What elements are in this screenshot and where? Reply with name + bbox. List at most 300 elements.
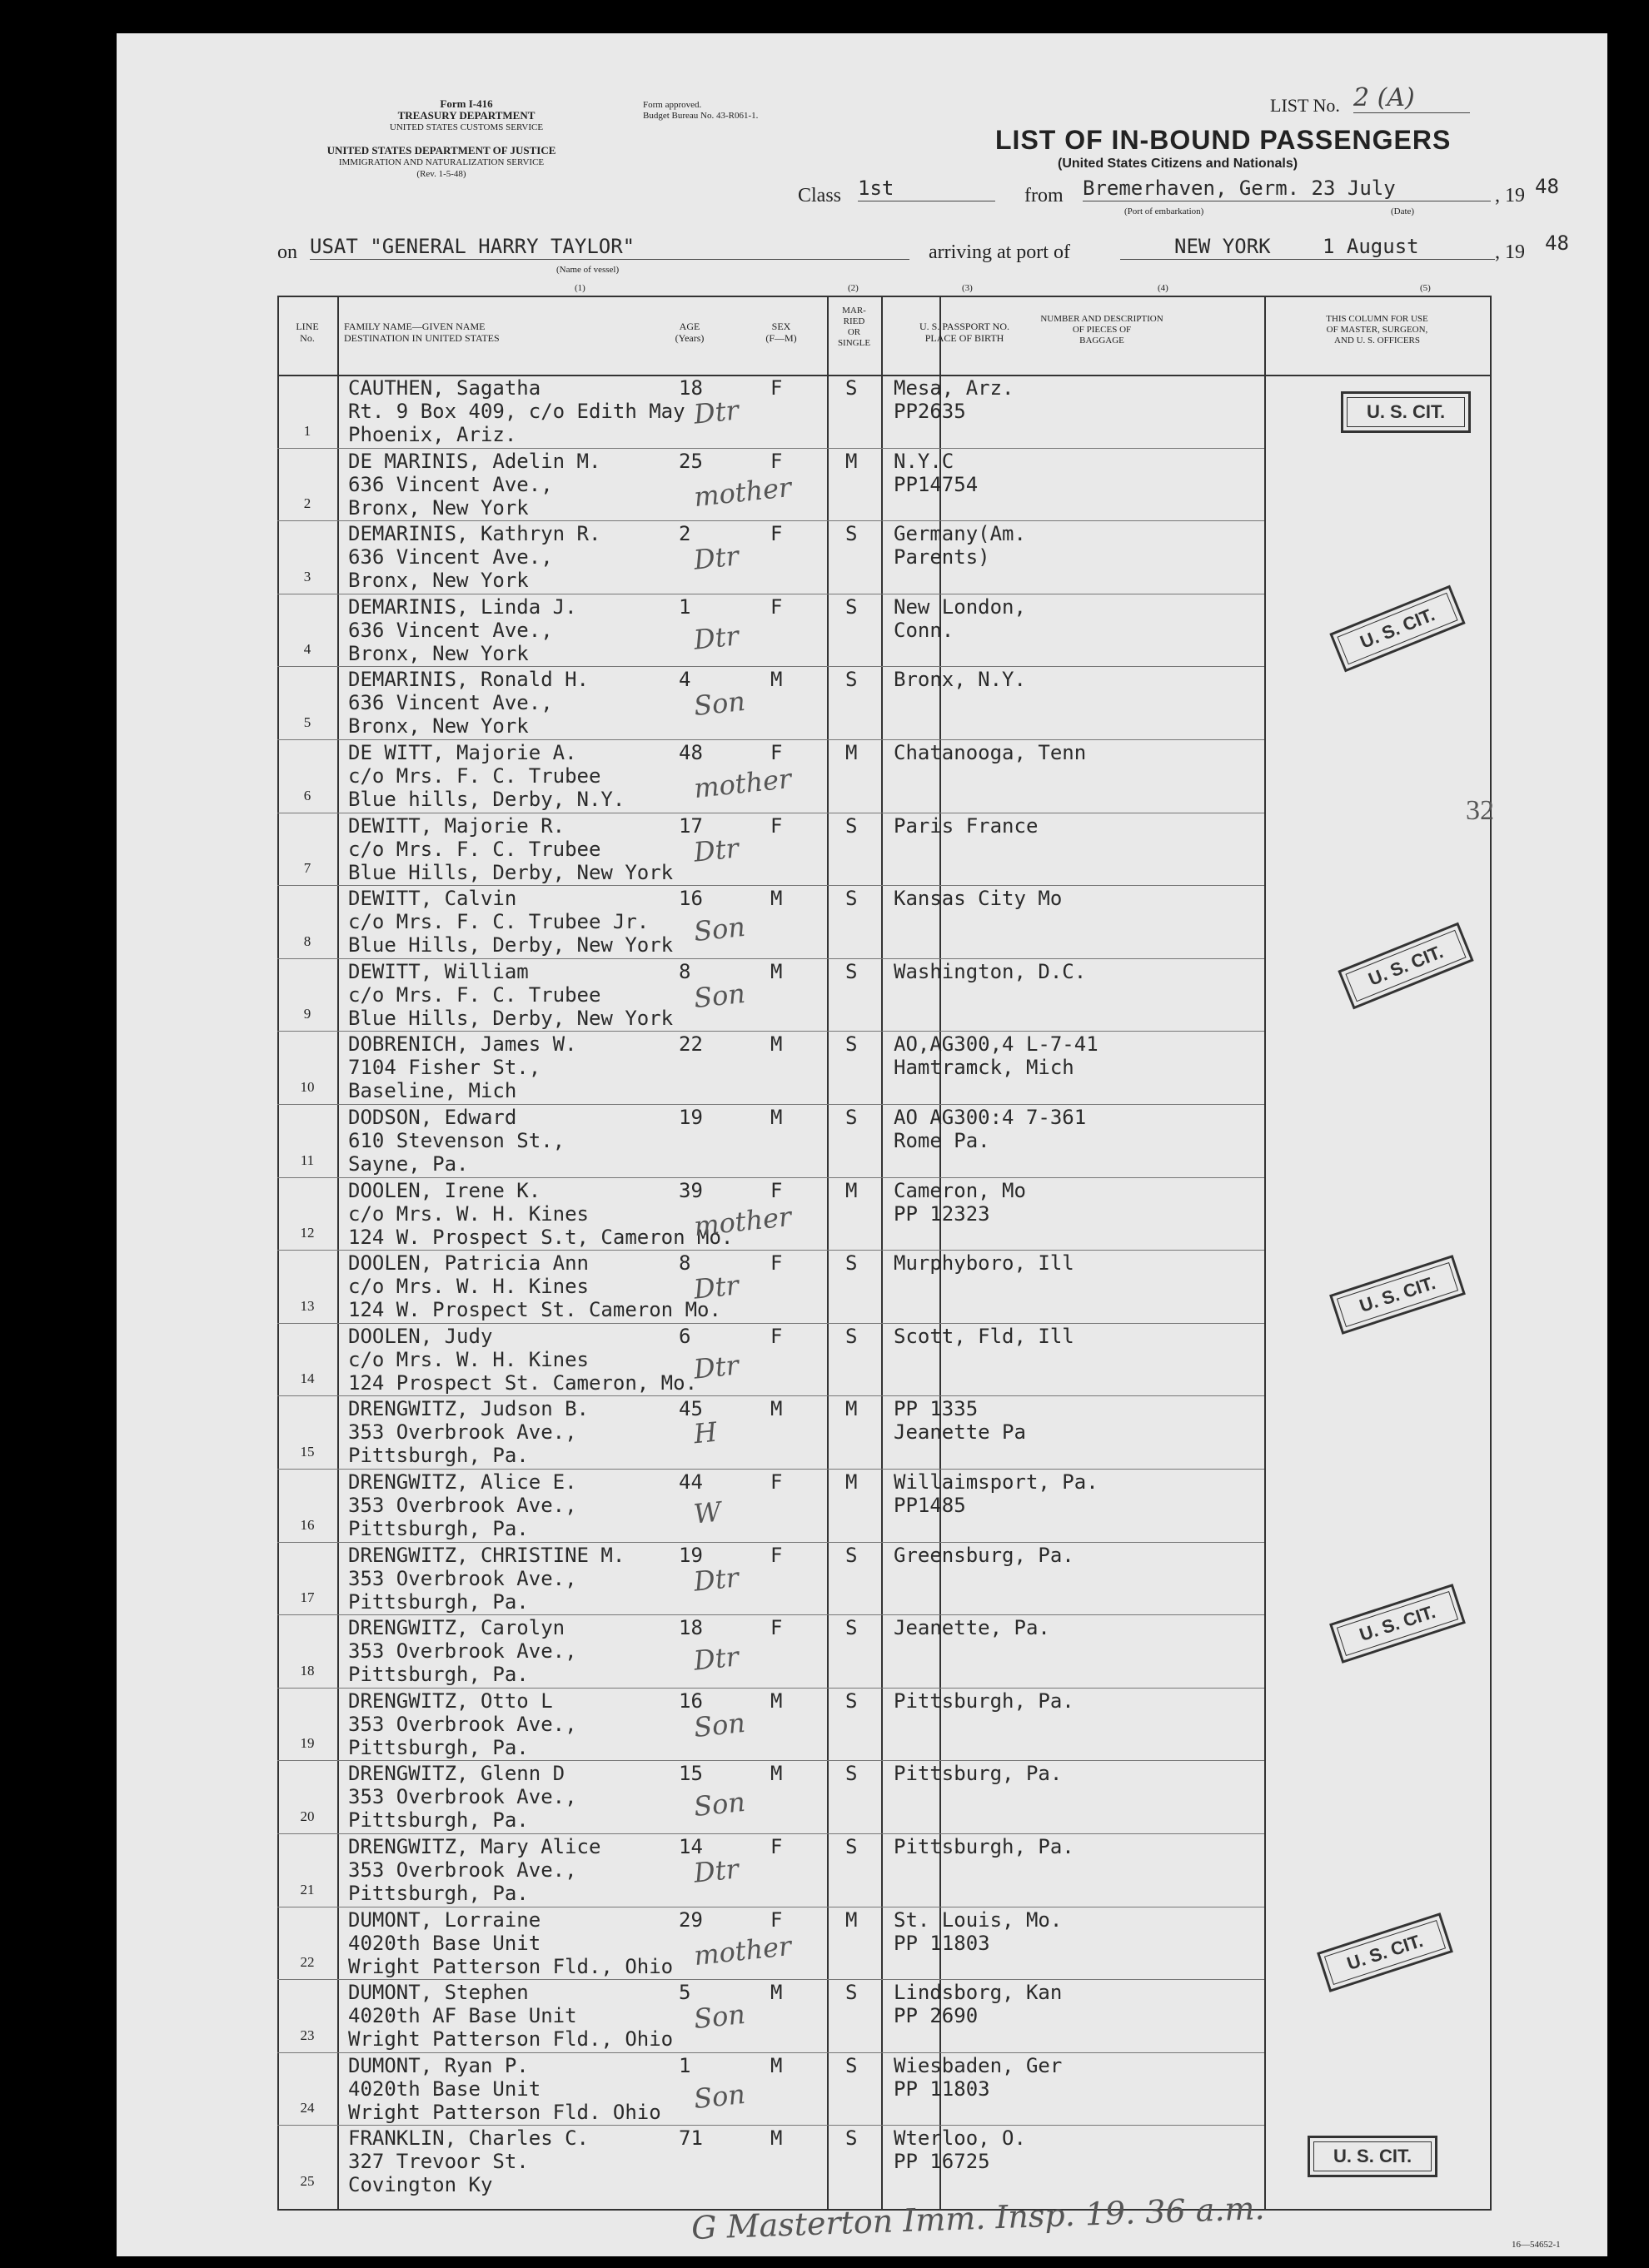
marital-status: S <box>845 1616 858 1640</box>
sex-value: F <box>770 522 783 546</box>
passenger-name: DUMONT, Stephen <box>348 1981 529 2005</box>
line-number: 13 <box>300 1297 315 1314</box>
birthplace-passport-1: Bronx, N.Y. <box>894 668 1026 692</box>
line-number: 18 <box>300 1662 315 1679</box>
relationship-handwritten: Son <box>692 685 747 723</box>
destination-line-1: 353 Overbrook Ave., <box>348 1639 577 1664</box>
year-prefix: , 19 <box>1495 185 1525 206</box>
footer-code: 16—54652-1 <box>1512 2240 1561 2250</box>
destination-line-2: Wright Patterson Fld., Ohio <box>348 1954 674 1978</box>
line-number: 2 <box>303 495 311 512</box>
destination-line-1: 353 Overbrook Ave., <box>348 1420 577 1445</box>
sex-value: F <box>770 1470 783 1494</box>
sex-value: M <box>770 1981 783 2005</box>
side-number: 32 <box>1466 795 1494 826</box>
destination-line-1: 353 Overbrook Ave., <box>348 1858 577 1882</box>
us-cit-stamp: U. S. CIT. <box>1329 1255 1466 1335</box>
passenger-name: DRENGWITZ, CHRISTINE M. <box>348 1543 625 1567</box>
us-cit-stamp: U. S. CIT. <box>1329 585 1465 673</box>
birthplace-passport-2: PP1485 <box>894 1494 966 1517</box>
relationship-handwritten: mother <box>692 470 793 513</box>
header-baggage: NUMBER AND DESCRIPTION OF PIECES OF BAGGAGE <box>1040 314 1163 346</box>
destination-line-1: 636 Vincent Ave., <box>348 691 553 715</box>
destination-line-2: Bronx, New York <box>348 714 529 739</box>
sex-value: M <box>770 1762 783 1786</box>
birthplace-passport-1: Chatanooga, Tenn <box>894 741 1087 764</box>
list-title: LIST OF IN-BOUND PASSENGERS <box>995 125 1452 155</box>
age-value: 1 <box>679 2053 691 2077</box>
relationship-handwritten: Dtr <box>692 1640 740 1677</box>
form-approved: Form approved. <box>643 100 702 110</box>
form-revision: (Rev. 1-5-48) <box>416 169 466 179</box>
line-number: 22 <box>300 1954 315 1971</box>
arrival-year: 48 <box>1545 231 1569 255</box>
arrival-port: NEW YORK <box>1120 235 1495 260</box>
destination-line-1: 4020th Base Unit <box>348 2077 541 2101</box>
marital-status: S <box>845 887 858 911</box>
destination-line-1: 353 Overbrook Ave., <box>348 1785 577 1809</box>
marital-status: M <box>845 741 858 764</box>
sex-value: M <box>770 1032 783 1057</box>
destination-line-1: 353 Overbrook Ave., <box>348 1566 577 1590</box>
passenger-name: DOOLEN, Judy <box>348 1324 493 1348</box>
relationship-handwritten: mother <box>692 1929 793 1972</box>
relationship-handwritten: mother <box>692 1200 793 1242</box>
birthplace-passport-1: St. Louis, Mo. <box>894 1907 1063 1932</box>
birthplace-passport-1: Murphyboro, Ill <box>894 1251 1074 1276</box>
class-value: 1st <box>858 177 995 201</box>
destination-line-1: 327 Trevoor St. <box>348 2150 529 2174</box>
table-row <box>277 520 1490 594</box>
destination-line-2: Pittsburgh, Pa. <box>348 1735 529 1759</box>
sex-value: F <box>770 1835 783 1858</box>
table-row <box>277 958 1490 1032</box>
table-top-border <box>277 296 1492 297</box>
line-number: 15 <box>300 1443 315 1460</box>
birthplace-passport-1: Kansas City Mo <box>894 887 1063 911</box>
age-value: 8 <box>679 1251 691 1276</box>
sex-value: M <box>770 1397 783 1421</box>
sex-value: F <box>770 1543 783 1567</box>
marital-status: M <box>845 1397 858 1421</box>
birthplace-passport-1: New London, <box>894 594 1026 619</box>
destination-line-2: Pittsburgh, Pa. <box>348 1517 529 1540</box>
relationship-handwritten: Son <box>692 1998 747 2036</box>
relationship-handwritten: Dtr <box>692 394 740 430</box>
marital-status: S <box>845 1106 858 1129</box>
destination-line-1: 610 Stevenson St., <box>348 1129 565 1152</box>
destination-line-2: 124 Prospect St. Cameron, Mo. <box>348 1370 698 1395</box>
destination-line-2: Pittsburgh, Pa. <box>348 1589 529 1614</box>
sex-value: F <box>770 741 783 764</box>
birthplace-passport-2: PP 11803 <box>894 2077 990 2101</box>
passenger-name: DRENGWITZ, Mary Alice <box>348 1835 601 1858</box>
line-number: 21 <box>300 1881 315 1897</box>
sex-value: F <box>770 594 783 619</box>
table-right-border <box>1490 296 1492 2211</box>
vessel-name: USAT "GENERAL HARRY TAYLOR" <box>310 235 909 260</box>
destination-line-1: c/o Mrs. W. H. Kines <box>348 1275 589 1299</box>
year-prefix-2: , 19 <box>1495 241 1525 263</box>
destination-line-1: 636 Vincent Ave., <box>348 472 553 496</box>
budget-bureau: Budget Bureau No. 43-R061-1. <box>643 111 759 121</box>
sex-value: M <box>770 1689 783 1713</box>
header-name: FAMILY NAME—GIVEN NAME DESTINATION IN UNITED STATES <box>344 321 500 344</box>
sex-value: F <box>770 813 783 838</box>
sex-value: M <box>770 2126 783 2151</box>
line-number: 1 <box>303 422 311 439</box>
header-passport: U. S. PASSPORT NO. PLACE OF BIRTH <box>919 321 1009 344</box>
destination-line-1: c/o Mrs. F. C. Trubee <box>348 982 601 1007</box>
marital-status: S <box>845 959 858 983</box>
table-row <box>277 1907 1490 1980</box>
birthplace-passport-1: Pittsburg, Pa. <box>894 1762 1063 1786</box>
birthplace-passport-1: N.Y.C <box>894 449 954 473</box>
destination-line-1: 4020th AF Base Unit <box>348 2004 577 2028</box>
header-officers: THIS COLUMN FOR USE OF MASTER, SURGEON, AND U. S. OFFICERS <box>1326 314 1428 346</box>
table-row <box>277 1250 1490 1323</box>
age-value: 29 <box>679 1907 703 1932</box>
line-number: 25 <box>300 2172 315 2189</box>
marital-status: S <box>845 668 858 692</box>
relationship-handwritten: Dtr <box>692 1853 740 1889</box>
sex-value: F <box>770 449 783 473</box>
col-num-1: (1) <box>575 283 585 293</box>
passenger-name: DEWITT, William <box>348 959 529 983</box>
col-num-4: (4) <box>1158 283 1168 293</box>
line-number: 20 <box>300 1808 315 1824</box>
marital-status: M <box>845 1178 858 1202</box>
marital-status: S <box>845 594 858 619</box>
destination-line-2: Pittsburgh, Pa. <box>348 1882 529 1905</box>
age-value: 19 <box>679 1543 703 1567</box>
passenger-table <box>277 296 1492 2211</box>
destination-line-2: Covington Ky <box>348 2173 493 2197</box>
relationship-handwritten: Son <box>692 1706 747 1743</box>
marital-status: S <box>845 2053 858 2077</box>
table-row <box>277 1614 1490 1688</box>
birthplace-passport-2: Rome Pa. <box>894 1129 990 1152</box>
birthplace-passport-2: PP2635 <box>894 400 966 423</box>
on-label: on <box>277 241 297 263</box>
line-number: 3 <box>303 568 311 584</box>
col-num-2: (2) <box>848 283 859 293</box>
us-cit-stamp: U. S. CIT. <box>1317 1912 1453 1992</box>
table-row <box>277 1688 1490 1761</box>
table-row <box>277 1469 1490 1542</box>
us-cit-stamp: U. S. CIT. <box>1341 391 1471 433</box>
destination-line-1: 636 Vincent Ave., <box>348 618 553 642</box>
col-num-5: (5) <box>1420 283 1431 293</box>
passenger-name: DOBRENICH, James W. <box>348 1032 577 1057</box>
birthplace-passport-1: Pittsburgh, Pa. <box>894 1835 1074 1858</box>
line-number: 8 <box>303 933 311 949</box>
passenger-name: DEMARINIS, Linda J. <box>348 594 577 619</box>
passenger-name: DE MARINIS, Adelin M. <box>348 449 601 473</box>
age-value: 71 <box>679 2126 703 2151</box>
sex-value: M <box>770 887 783 911</box>
age-value: 15 <box>679 1762 703 1786</box>
passenger-name: DRENGWITZ, Glenn D <box>348 1762 565 1786</box>
relationship-handwritten: Dtr <box>692 1269 740 1306</box>
relationship-handwritten: Dtr <box>692 540 740 576</box>
age-value: 16 <box>679 887 703 911</box>
relationship-handwritten: Dtr <box>692 619 740 656</box>
marital-status: S <box>845 376 858 400</box>
table-row <box>277 813 1490 886</box>
inspector-signature: G Masterton Imm. Insp. 19. 36 a.m. <box>690 2189 1266 2247</box>
table-row <box>277 1979 1490 2052</box>
destination-line-2: Pittsburgh, Pa. <box>348 1808 529 1833</box>
age-value: 16 <box>679 1689 703 1713</box>
table-row <box>277 1177 1490 1251</box>
destination-line-1: c/o Mrs. F. C. Trubee <box>348 837 601 861</box>
age-value: 17 <box>679 813 703 838</box>
line-number: 19 <box>300 1735 315 1752</box>
sex-value: F <box>770 1251 783 1276</box>
birthplace-passport-2: PP 12323 <box>894 1201 990 1226</box>
passenger-name: DEWITT, Majorie R. <box>348 813 565 838</box>
passenger-name: DRENGWITZ, Carolyn <box>348 1616 565 1640</box>
customs-service: UNITED STATES CUSTOMS SERVICE <box>389 122 544 132</box>
line-number: 16 <box>300 1516 315 1533</box>
line-number: 12 <box>300 1225 315 1241</box>
birthplace-passport-2: PP 16725 <box>894 2150 990 2174</box>
age-value: 45 <box>679 1397 703 1421</box>
table-row <box>277 885 1490 958</box>
header-age: AGE (Years) <box>675 321 705 344</box>
birthplace-passport-2: Jeanette Pa <box>894 1420 1026 1445</box>
relationship-handwritten: Dtr <box>692 831 740 868</box>
passenger-name: DOOLEN, Patricia Ann <box>348 1251 589 1276</box>
marital-status: S <box>845 1762 858 1786</box>
passenger-name: DUMONT, Lorraine <box>348 1907 541 1932</box>
table-row <box>277 1104 1490 1177</box>
sex-value: F <box>770 1907 783 1932</box>
relationship-handwritten: mother <box>692 762 793 805</box>
marital-status: S <box>845 1032 858 1057</box>
class-label: Class <box>798 185 842 206</box>
passenger-name: DEWITT, Calvin <box>348 887 517 911</box>
destination-line-2: Pittsburgh, Pa. <box>348 1444 529 1468</box>
birthplace-passport-1: Lindsborg, Kan <box>894 1981 1063 2005</box>
destination-line-2: Bronx, New York <box>348 641 529 665</box>
table-row <box>277 594 1490 667</box>
line-number: 14 <box>300 1370 315 1387</box>
marital-status: S <box>845 1981 858 2005</box>
destination-line-2: Phoenix, Ariz. <box>348 423 517 446</box>
line-number: 23 <box>300 2027 315 2043</box>
vessel-caption: (Name of vessel) <box>556 265 620 275</box>
destination-line-1: 353 Overbrook Ave., <box>348 1494 577 1517</box>
line-number: 6 <box>303 787 311 803</box>
age-value: 8 <box>679 959 691 983</box>
age-value: 48 <box>679 741 703 764</box>
destination-line-1: 7104 Fisher St., <box>348 1056 541 1080</box>
destination-line-2: Baseline, Mich <box>348 1079 517 1103</box>
passenger-name: DOOLEN, Irene K. <box>348 1178 541 1202</box>
passenger-name: DE WITT, Majorie A. <box>348 741 577 764</box>
treasury-dept: TREASURY DEPARTMENT <box>397 109 536 122</box>
age-value: 18 <box>679 1616 703 1640</box>
header-married: MAR- RIED OR SINGLE <box>837 306 871 348</box>
line-number: 24 <box>300 2100 315 2116</box>
birthplace-passport-1: Wiesbaden, Ger <box>894 2053 1063 2077</box>
relationship-handwritten: Dtr <box>692 1560 740 1598</box>
destination-line-1: c/o Mrs. W. H. Kines <box>348 1347 589 1371</box>
table-row <box>277 1395 1490 1469</box>
line-number: 9 <box>303 1006 311 1022</box>
marital-status: S <box>845 813 858 838</box>
line-number: 11 <box>300 1151 315 1168</box>
date-caption: (Date) <box>1391 206 1415 216</box>
relationship-handwritten: W <box>692 1495 723 1530</box>
port-embarkation-caption: (Port of embarkation) <box>1124 206 1204 216</box>
birthplace-passport-1: AO,AG300,4 L-7-41 <box>894 1032 1099 1057</box>
from-label: from <box>1024 185 1064 206</box>
us-cit-stamp: U. S. CIT. <box>1338 923 1473 1010</box>
destination-line-2: 124 W. Prospect St. Cameron Mo. <box>348 1298 721 1322</box>
marital-status: S <box>845 1689 858 1713</box>
marital-status: S <box>845 2126 858 2151</box>
destination-line-2: 124 W. Prospect S.t, Cameron Mo. <box>348 1225 734 1249</box>
justice-dept: UNITED STATES DEPARTMENT OF JUSTICE <box>326 144 556 157</box>
destination-line-2: Bronx, New York <box>348 569 529 593</box>
passenger-name: FRANKLIN, Charles C. <box>348 2126 589 2151</box>
destination-line-2: Bronx, New York <box>348 495 529 520</box>
destination-line-2: Blue Hills, Derby, New York <box>348 860 674 884</box>
age-value: 4 <box>679 668 691 692</box>
sex-value: F <box>770 1324 783 1348</box>
birthplace-passport-1: Cameron, Mo <box>894 1178 1026 1202</box>
sex-value: F <box>770 1178 783 1202</box>
sex-value: F <box>770 1616 783 1640</box>
list-subtitle: (United States Citizens and Nationals) <box>1058 157 1298 171</box>
destination-line-1: 636 Vincent Ave., <box>348 545 553 569</box>
destination-line-2: Blue Hills, Derby, New York <box>348 933 674 957</box>
age-value: 14 <box>679 1835 703 1858</box>
line-number: 4 <box>303 641 311 658</box>
marital-status: S <box>845 1251 858 1276</box>
birthplace-passport-1: Pittsburgh, Pa. <box>894 1689 1074 1713</box>
table-row <box>277 739 1490 813</box>
destination-line-2: Wright Patterson Fld. Ohio <box>348 2100 661 2124</box>
header-sex: SEX (F—M) <box>765 321 797 344</box>
age-value: 19 <box>679 1106 703 1129</box>
birthplace-passport-1: Jeanette, Pa. <box>894 1616 1050 1640</box>
relationship-handwritten: Son <box>692 911 747 948</box>
sex-value: M <box>770 1106 783 1129</box>
age-value: 6 <box>679 1324 691 1348</box>
birthplace-passport-1: Willaimsport, Pa. <box>894 1470 1099 1494</box>
from-value: Bremerhaven, Germ. 23 July <box>1083 177 1491 201</box>
birthplace-passport-2: PP 2690 <box>894 2004 979 2028</box>
birthplace-passport-1: Greensburg, Pa. <box>894 1543 1074 1567</box>
birthplace-passport-1: Mesa, Arz. <box>894 376 1014 400</box>
sex-value: M <box>770 2053 783 2077</box>
table-row <box>277 1833 1490 1907</box>
sex-value: M <box>770 959 783 983</box>
birthplace-passport-1: AO AG300:4 7-361 <box>894 1106 1087 1129</box>
passenger-name: DRENGWITZ, Otto L <box>348 1689 553 1713</box>
line-number: 7 <box>303 860 311 877</box>
birthplace-passport-2: Conn. <box>894 618 954 642</box>
marital-status: M <box>845 449 858 473</box>
age-value: 22 <box>679 1032 703 1057</box>
passenger-name: DRENGWITZ, Judson B. <box>348 1397 589 1421</box>
relationship-handwritten: H <box>692 1416 719 1450</box>
table-row <box>277 1760 1490 1833</box>
col-num-3: (3) <box>962 283 973 293</box>
destination-line-2: Wright Patterson Fld., Ohio <box>348 2027 674 2052</box>
birthplace-passport-1: Germany(Am. <box>894 522 1026 546</box>
birthplace-passport-2: Parents) <box>894 545 990 569</box>
relationship-handwritten: Son <box>692 1786 747 1823</box>
birthplace-passport-2: Hamtramck, Mich <box>894 1056 1074 1080</box>
age-value: 2 <box>679 522 691 546</box>
table-row <box>277 1542 1490 1615</box>
birthplace-passport-1: Scott, Fld, Ill <box>894 1324 1074 1348</box>
table-row <box>277 448 1490 521</box>
destination-line-1: Rt. 9 Box 409, c/o Edith May <box>348 400 685 423</box>
table-row <box>277 2052 1490 2126</box>
header-line: LINE No. <box>296 321 319 344</box>
passenger-name: CAUTHEN, Sagatha <box>348 376 541 400</box>
us-cit-stamp: U. S. CIT. <box>1308 2136 1437 2177</box>
marital-status: S <box>845 1543 858 1567</box>
passenger-name: DEMARINIS, Kathryn R. <box>348 522 601 546</box>
table-row <box>277 1323 1490 1396</box>
passenger-name: DODSON, Edward <box>348 1106 517 1129</box>
list-no-value: 2 (A) <box>1353 83 1470 113</box>
age-value: 44 <box>679 1470 703 1494</box>
destination-line-1: 4020th Base Unit <box>348 1931 541 1955</box>
line-number: 5 <box>303 714 311 730</box>
marital-status: M <box>845 1470 858 1494</box>
birthplace-passport-1: PP 1335 <box>894 1397 979 1421</box>
table-row <box>277 1031 1490 1104</box>
line-number: 17 <box>300 1589 315 1606</box>
destination-line-2: Pittsburgh, Pa. <box>348 1663 529 1687</box>
relationship-handwritten: Dtr <box>692 1349 740 1385</box>
table-row <box>277 375 1490 448</box>
relationship-handwritten: Son <box>692 2077 747 2115</box>
us-cit-stamp: U. S. CIT. <box>1329 1584 1466 1664</box>
passenger-name: DRENGWITZ, Alice E. <box>348 1470 577 1494</box>
age-value: 5 <box>679 1981 691 2005</box>
age-value: 25 <box>679 449 703 473</box>
destination-line-1: c/o Mrs. W. H. Kines <box>348 1201 589 1226</box>
destination-line-2: Sayne, Pa. <box>348 1152 469 1176</box>
destination-line-1: 353 Overbrook Ave., <box>348 1712 577 1736</box>
birthplace-passport-1: Washington, D.C. <box>894 959 1087 983</box>
sex-value: M <box>770 668 783 692</box>
birthplace-passport-1: Wterloo, O. <box>894 2126 1026 2151</box>
passenger-name: DEMARINIS, Ronald H. <box>348 668 589 692</box>
age-value: 18 <box>679 376 703 400</box>
year-value: 48 <box>1535 175 1559 198</box>
age-value: 39 <box>679 1178 703 1202</box>
birthplace-passport-2: PP 11803 <box>894 1931 990 1955</box>
table-row <box>277 666 1490 739</box>
destination-line-2: Blue Hills, Derby, New York <box>348 1006 674 1030</box>
birthplace-passport-2: PP14754 <box>894 472 979 496</box>
sex-value: F <box>770 376 783 400</box>
passenger-name: DUMONT, Ryan P. <box>348 2053 529 2077</box>
relationship-handwritten: Son <box>692 977 747 1014</box>
marital-status: M <box>845 1907 858 1932</box>
marital-status: S <box>845 1835 858 1858</box>
